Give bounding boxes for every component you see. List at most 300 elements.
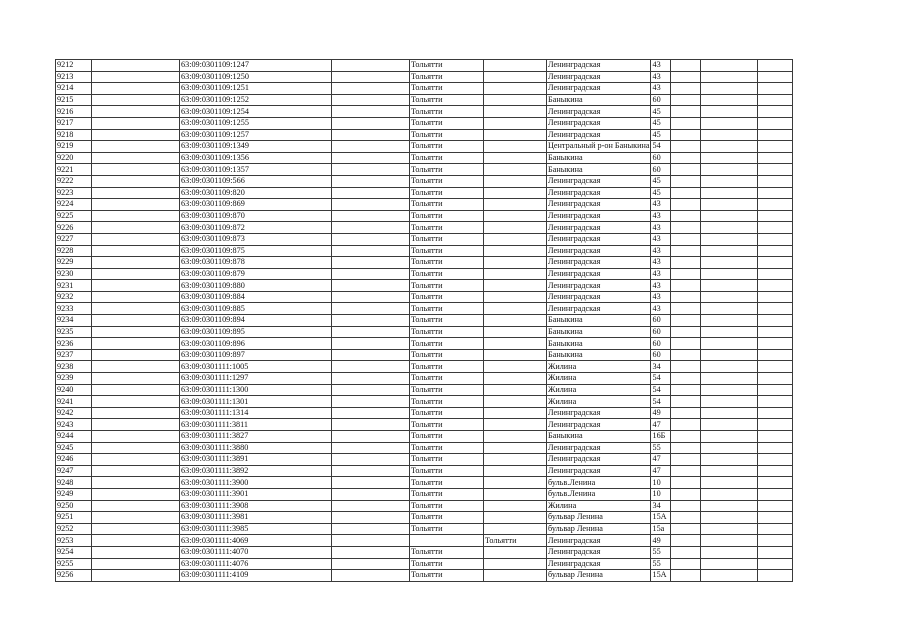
street-cell: Ленинградская bbox=[547, 199, 651, 211]
row-number-cell: 9218 bbox=[56, 129, 92, 141]
blank-cell-i bbox=[671, 303, 701, 315]
blank-cell-k bbox=[758, 570, 793, 582]
table-body bbox=[56, 60, 793, 582]
city-cell: Тольятти bbox=[410, 315, 484, 327]
blank-cell-i bbox=[671, 384, 701, 396]
city-alt-cell bbox=[484, 546, 547, 558]
city-alt-cell bbox=[484, 280, 547, 292]
blank-cell-b bbox=[92, 465, 180, 477]
blank-cell-i bbox=[671, 477, 701, 489]
blank-cell-d bbox=[332, 465, 410, 477]
city-alt-cell bbox=[484, 488, 547, 500]
blank-cell-d bbox=[332, 523, 410, 535]
blank-cell-k bbox=[758, 373, 793, 385]
cadastral-number-cell: 63:09:0301111:4069 bbox=[180, 535, 332, 547]
table-row bbox=[56, 454, 793, 466]
blank-cell-d bbox=[332, 315, 410, 327]
blank-cell-b bbox=[92, 396, 180, 408]
city-cell: Тольятти bbox=[410, 512, 484, 524]
street-cell: Ленинградская bbox=[547, 245, 651, 257]
city-cell: Тольятти bbox=[410, 570, 484, 582]
house-number-cell: 45 bbox=[651, 129, 671, 141]
street-cell: Ленинградская bbox=[547, 303, 651, 315]
city-cell: Тольятти bbox=[410, 83, 484, 95]
table-row bbox=[56, 488, 793, 500]
city-alt-cell bbox=[484, 164, 547, 176]
blank-cell-d bbox=[332, 222, 410, 234]
city-cell: Тольятти bbox=[410, 164, 484, 176]
table-row bbox=[56, 245, 793, 257]
blank-cell-k bbox=[758, 558, 793, 570]
blank-cell-i bbox=[671, 210, 701, 222]
house-number-cell: 43 bbox=[651, 199, 671, 211]
blank-cell-d bbox=[332, 83, 410, 95]
blank-cell-j bbox=[701, 60, 758, 72]
blank-cell-k bbox=[758, 546, 793, 558]
blank-cell-d bbox=[332, 187, 410, 199]
table-row bbox=[56, 280, 793, 292]
blank-cell-i bbox=[671, 117, 701, 129]
city-cell: Тольятти bbox=[410, 558, 484, 570]
blank-cell-d bbox=[332, 233, 410, 245]
cadastral-number-cell: 63:09:0301111:3900 bbox=[180, 477, 332, 489]
blank-cell-b bbox=[92, 361, 180, 373]
cadastral-number-cell: 63:09:0301111:3827 bbox=[180, 431, 332, 443]
city-cell: Тольятти bbox=[410, 280, 484, 292]
table-row bbox=[56, 361, 793, 373]
blank-cell-d bbox=[332, 210, 410, 222]
table-row bbox=[56, 268, 793, 280]
street-cell: Ленинградская bbox=[547, 117, 651, 129]
cadastral-number-cell: 63:09:0301109:1254 bbox=[180, 106, 332, 118]
blank-cell-d bbox=[332, 546, 410, 558]
row-number-cell: 9256 bbox=[56, 570, 92, 582]
table-row bbox=[56, 407, 793, 419]
blank-cell-d bbox=[332, 129, 410, 141]
house-number-cell: 49 bbox=[651, 407, 671, 419]
blank-cell-j bbox=[701, 164, 758, 176]
house-number-cell: 43 bbox=[651, 245, 671, 257]
table-row bbox=[56, 570, 793, 582]
table-row bbox=[56, 164, 793, 176]
city-cell: Тольятти bbox=[410, 373, 484, 385]
cadastral-number-cell: 63:09:0301111:3985 bbox=[180, 523, 332, 535]
street-cell: Ленинградская bbox=[547, 407, 651, 419]
city-alt-cell bbox=[484, 431, 547, 443]
blank-cell-j bbox=[701, 303, 758, 315]
blank-cell-j bbox=[701, 117, 758, 129]
row-number-cell: 9255 bbox=[56, 558, 92, 570]
row-number-cell: 9220 bbox=[56, 152, 92, 164]
blank-cell-k bbox=[758, 222, 793, 234]
blank-cell-k bbox=[758, 175, 793, 187]
blank-cell-d bbox=[332, 558, 410, 570]
blank-cell-b bbox=[92, 233, 180, 245]
house-number-cell: 15а bbox=[651, 523, 671, 535]
blank-cell-i bbox=[671, 338, 701, 350]
street-cell: Ленинградская bbox=[547, 442, 651, 454]
blank-cell-b bbox=[92, 152, 180, 164]
street-cell: Ленинградская bbox=[547, 233, 651, 245]
blank-cell-j bbox=[701, 71, 758, 83]
table-row bbox=[56, 83, 793, 95]
row-number-cell: 9213 bbox=[56, 71, 92, 83]
blank-cell-k bbox=[758, 199, 793, 211]
city-cell: Тольятти bbox=[410, 500, 484, 512]
cadastral-number-cell: 63:09:0301109:878 bbox=[180, 257, 332, 269]
blank-cell-k bbox=[758, 488, 793, 500]
blank-cell-d bbox=[332, 106, 410, 118]
blank-cell-b bbox=[92, 303, 180, 315]
blank-cell-i bbox=[671, 106, 701, 118]
blank-cell-d bbox=[332, 326, 410, 338]
blank-cell-k bbox=[758, 326, 793, 338]
cadastral-number-cell: 63:09:0301109:873 bbox=[180, 233, 332, 245]
city-alt-cell bbox=[484, 106, 547, 118]
row-number-cell: 9247 bbox=[56, 465, 92, 477]
blank-cell-b bbox=[92, 187, 180, 199]
street-cell: Ленинградская bbox=[547, 175, 651, 187]
city-cell: Тольятти bbox=[410, 245, 484, 257]
blank-cell-i bbox=[671, 83, 701, 95]
house-number-cell: 45 bbox=[651, 106, 671, 118]
blank-cell-i bbox=[671, 141, 701, 153]
street-cell: Ленинградская bbox=[547, 465, 651, 477]
blank-cell-b bbox=[92, 338, 180, 350]
blank-cell-d bbox=[332, 141, 410, 153]
blank-cell-b bbox=[92, 477, 180, 489]
blank-cell-d bbox=[332, 512, 410, 524]
blank-cell-k bbox=[758, 291, 793, 303]
city-alt-cell bbox=[484, 396, 547, 408]
street-cell: бульвар Ленина bbox=[547, 512, 651, 524]
city-cell: Тольятти bbox=[410, 338, 484, 350]
street-cell: Ленинградская bbox=[547, 222, 651, 234]
blank-cell-b bbox=[92, 442, 180, 454]
cadastral-number-cell: 63:09:0301109:875 bbox=[180, 245, 332, 257]
house-number-cell: 55 bbox=[651, 546, 671, 558]
blank-cell-b bbox=[92, 129, 180, 141]
city-alt-cell bbox=[484, 326, 547, 338]
blank-cell-j bbox=[701, 280, 758, 292]
city-cell: Тольятти bbox=[410, 488, 484, 500]
blank-cell-d bbox=[332, 291, 410, 303]
row-number-cell: 9250 bbox=[56, 500, 92, 512]
table-row bbox=[56, 419, 793, 431]
city-cell: Тольятти bbox=[410, 407, 484, 419]
street-cell: Баныкина bbox=[547, 164, 651, 176]
house-number-cell: 15А bbox=[651, 512, 671, 524]
blank-cell-k bbox=[758, 129, 793, 141]
city-cell: Тольятти bbox=[410, 141, 484, 153]
cadastral-number-cell: 63:09:0301109:896 bbox=[180, 338, 332, 350]
table-row bbox=[56, 117, 793, 129]
blank-cell-j bbox=[701, 465, 758, 477]
blank-cell-d bbox=[332, 431, 410, 443]
table-row bbox=[56, 291, 793, 303]
blank-cell-b bbox=[92, 535, 180, 547]
blank-cell-b bbox=[92, 141, 180, 153]
house-number-cell: 34 bbox=[651, 361, 671, 373]
house-number-cell: 60 bbox=[651, 94, 671, 106]
cadastral-number-cell: 63:09:0301111:3880 bbox=[180, 442, 332, 454]
city-cell: Тольятти bbox=[410, 71, 484, 83]
city-alt-cell bbox=[484, 407, 547, 419]
blank-cell-b bbox=[92, 199, 180, 211]
blank-cell-k bbox=[758, 361, 793, 373]
blank-cell-k bbox=[758, 94, 793, 106]
table-row bbox=[56, 71, 793, 83]
blank-cell-d bbox=[332, 175, 410, 187]
blank-cell-b bbox=[92, 523, 180, 535]
cadastral-number-cell: 63:09:0301109:894 bbox=[180, 315, 332, 327]
blank-cell-k bbox=[758, 280, 793, 292]
cadastral-number-cell: 63:09:0301111:3981 bbox=[180, 512, 332, 524]
cadastral-number-cell: 63:09:0301111:4109 bbox=[180, 570, 332, 582]
blank-cell-d bbox=[332, 164, 410, 176]
blank-cell-k bbox=[758, 315, 793, 327]
cadastral-number-cell: 63:09:0301111:3811 bbox=[180, 419, 332, 431]
house-number-cell: 60 bbox=[651, 326, 671, 338]
table-row bbox=[56, 431, 793, 443]
blank-cell-i bbox=[671, 454, 701, 466]
table-row bbox=[56, 257, 793, 269]
city-cell: Тольятти bbox=[410, 419, 484, 431]
blank-cell-j bbox=[701, 326, 758, 338]
city-alt-cell bbox=[484, 338, 547, 350]
blank-cell-k bbox=[758, 152, 793, 164]
cadastral-number-cell: 63:09:0301111:1301 bbox=[180, 396, 332, 408]
blank-cell-k bbox=[758, 442, 793, 454]
city-cell: Тольятти bbox=[410, 477, 484, 489]
row-number-cell: 9227 bbox=[56, 233, 92, 245]
cadastral-number-cell: 63:09:0301111:1314 bbox=[180, 407, 332, 419]
house-number-cell: 43 bbox=[651, 291, 671, 303]
blank-cell-j bbox=[701, 245, 758, 257]
cadastral-number-cell: 63:09:0301109:1255 bbox=[180, 117, 332, 129]
street-cell: Баныкина bbox=[547, 431, 651, 443]
house-number-cell: 54 bbox=[651, 396, 671, 408]
blank-cell-d bbox=[332, 303, 410, 315]
blank-cell-k bbox=[758, 245, 793, 257]
city-alt-cell bbox=[484, 83, 547, 95]
blank-cell-k bbox=[758, 164, 793, 176]
cadastral-number-cell: 63:09:0301111:4076 bbox=[180, 558, 332, 570]
blank-cell-d bbox=[332, 280, 410, 292]
house-number-cell: 47 bbox=[651, 419, 671, 431]
city-alt-cell bbox=[484, 175, 547, 187]
table-row bbox=[56, 349, 793, 361]
row-number-cell: 9245 bbox=[56, 442, 92, 454]
cadastral-number-cell: 63:09:0301109:1247 bbox=[180, 60, 332, 72]
street-cell: Ленинградская bbox=[547, 280, 651, 292]
blank-cell-b bbox=[92, 164, 180, 176]
house-number-cell: 43 bbox=[651, 303, 671, 315]
blank-cell-i bbox=[671, 94, 701, 106]
blank-cell-j bbox=[701, 558, 758, 570]
blank-cell-j bbox=[701, 83, 758, 95]
blank-cell-k bbox=[758, 257, 793, 269]
table-row bbox=[56, 338, 793, 350]
blank-cell-k bbox=[758, 454, 793, 466]
blank-cell-b bbox=[92, 60, 180, 72]
house-number-cell: 55 bbox=[651, 558, 671, 570]
blank-cell-d bbox=[332, 338, 410, 350]
blank-cell-k bbox=[758, 431, 793, 443]
house-number-cell: 54 bbox=[651, 373, 671, 385]
blank-cell-k bbox=[758, 106, 793, 118]
blank-cell-i bbox=[671, 245, 701, 257]
house-number-cell: 49 bbox=[651, 535, 671, 547]
street-cell: Ленинградская bbox=[547, 187, 651, 199]
row-number-cell: 9244 bbox=[56, 431, 92, 443]
blank-cell-j bbox=[701, 384, 758, 396]
blank-cell-k bbox=[758, 384, 793, 396]
blank-cell-i bbox=[671, 222, 701, 234]
table-row bbox=[56, 199, 793, 211]
blank-cell-i bbox=[671, 349, 701, 361]
table-row bbox=[56, 175, 793, 187]
street-cell: Ленинградская bbox=[547, 257, 651, 269]
table-row bbox=[56, 558, 793, 570]
row-number-cell: 9242 bbox=[56, 407, 92, 419]
street-cell: Ленинградская bbox=[547, 268, 651, 280]
spreadsheet-page bbox=[55, 59, 793, 582]
row-number-cell: 9252 bbox=[56, 523, 92, 535]
table-row bbox=[56, 233, 793, 245]
blank-cell-i bbox=[671, 291, 701, 303]
blank-cell-k bbox=[758, 60, 793, 72]
blank-cell-d bbox=[332, 361, 410, 373]
blank-cell-i bbox=[671, 280, 701, 292]
blank-cell-k bbox=[758, 83, 793, 95]
house-number-cell: 54 bbox=[651, 141, 671, 153]
table-row bbox=[56, 477, 793, 489]
blank-cell-i bbox=[671, 431, 701, 443]
house-number-cell: 34 bbox=[651, 500, 671, 512]
blank-cell-i bbox=[671, 315, 701, 327]
table-row bbox=[56, 187, 793, 199]
city-alt-cell bbox=[484, 512, 547, 524]
table-row bbox=[56, 222, 793, 234]
blank-cell-k bbox=[758, 396, 793, 408]
city-cell: Тольятти bbox=[410, 303, 484, 315]
city-alt-cell bbox=[484, 199, 547, 211]
cadastral-number-cell: 63:09:0301109:870 bbox=[180, 210, 332, 222]
row-number-cell: 9230 bbox=[56, 268, 92, 280]
row-number-cell: 9243 bbox=[56, 419, 92, 431]
blank-cell-j bbox=[701, 361, 758, 373]
blank-cell-d bbox=[332, 60, 410, 72]
blank-cell-k bbox=[758, 187, 793, 199]
city-alt-cell bbox=[484, 222, 547, 234]
blank-cell-d bbox=[332, 488, 410, 500]
blank-cell-j bbox=[701, 199, 758, 211]
city-alt-cell bbox=[484, 303, 547, 315]
street-cell: бульв.Ленина bbox=[547, 477, 651, 489]
street-cell: Ленинградская bbox=[547, 535, 651, 547]
cadastral-number-cell: 63:09:0301109:1356 bbox=[180, 152, 332, 164]
table-row bbox=[56, 303, 793, 315]
city-cell: Тольятти bbox=[410, 233, 484, 245]
row-number-cell: 9232 bbox=[56, 291, 92, 303]
row-number-cell: 9241 bbox=[56, 396, 92, 408]
blank-cell-j bbox=[701, 338, 758, 350]
blank-cell-b bbox=[92, 488, 180, 500]
house-number-cell: 54 bbox=[651, 384, 671, 396]
blank-cell-j bbox=[701, 222, 758, 234]
blank-cell-j bbox=[701, 106, 758, 118]
city-cell: Тольятти bbox=[410, 546, 484, 558]
blank-cell-i bbox=[671, 71, 701, 83]
blank-cell-i bbox=[671, 465, 701, 477]
cadastral-number-cell: 63:09:0301109:1250 bbox=[180, 71, 332, 83]
blank-cell-b bbox=[92, 326, 180, 338]
blank-cell-i bbox=[671, 257, 701, 269]
city-cell: Тольятти bbox=[410, 257, 484, 269]
row-number-cell: 9236 bbox=[56, 338, 92, 350]
city-cell: Тольятти bbox=[410, 210, 484, 222]
city-cell: Тольятти bbox=[410, 396, 484, 408]
cadastral-number-cell: 63:09:0301109:872 bbox=[180, 222, 332, 234]
blank-cell-b bbox=[92, 291, 180, 303]
row-number-cell: 9219 bbox=[56, 141, 92, 153]
table-row bbox=[56, 326, 793, 338]
blank-cell-d bbox=[332, 349, 410, 361]
row-number-cell: 9253 bbox=[56, 535, 92, 547]
blank-cell-i bbox=[671, 407, 701, 419]
city-alt-cell bbox=[484, 454, 547, 466]
city-alt-cell bbox=[484, 419, 547, 431]
house-number-cell: 43 bbox=[651, 233, 671, 245]
cadastral-number-cell: 63:09:0301111:3891 bbox=[180, 454, 332, 466]
blank-cell-d bbox=[332, 71, 410, 83]
street-cell: Ленинградская bbox=[547, 291, 651, 303]
blank-cell-j bbox=[701, 477, 758, 489]
street-cell: Центральный р-он Баныкина bbox=[548, 141, 650, 151]
blank-cell-j bbox=[701, 500, 758, 512]
house-number-cell: 45 bbox=[651, 187, 671, 199]
row-number-cell: 9238 bbox=[56, 361, 92, 373]
city-alt-cell bbox=[484, 373, 547, 385]
blank-cell-b bbox=[92, 512, 180, 524]
blank-cell-j bbox=[701, 152, 758, 164]
cadastral-number-cell: 63:09:0301111:3892 bbox=[180, 465, 332, 477]
house-number-cell: 45 bbox=[651, 117, 671, 129]
blank-cell-d bbox=[332, 384, 410, 396]
blank-cell-b bbox=[92, 175, 180, 187]
city-alt-cell bbox=[484, 361, 547, 373]
blank-cell-j bbox=[701, 512, 758, 524]
street-cell: Ленинградская bbox=[547, 129, 651, 141]
blank-cell-i bbox=[671, 268, 701, 280]
house-number-cell: 60 bbox=[651, 164, 671, 176]
table-row bbox=[56, 384, 793, 396]
blank-cell-b bbox=[92, 210, 180, 222]
city-alt-cell bbox=[484, 257, 547, 269]
city-cell: Тольятти bbox=[410, 129, 484, 141]
table-row bbox=[56, 106, 793, 118]
table-row bbox=[56, 442, 793, 454]
row-number-cell: 9226 bbox=[56, 222, 92, 234]
cadastral-number-cell: 63:09:0301109:895 bbox=[180, 326, 332, 338]
city-alt-cell bbox=[484, 71, 547, 83]
city-cell: Тольятти bbox=[410, 361, 484, 373]
blank-cell-i bbox=[671, 361, 701, 373]
city-cell: Тольятти bbox=[410, 187, 484, 199]
street-cell: Ленинградская bbox=[547, 71, 651, 83]
cadastral-number-cell: 63:09:0301109:885 bbox=[180, 303, 332, 315]
